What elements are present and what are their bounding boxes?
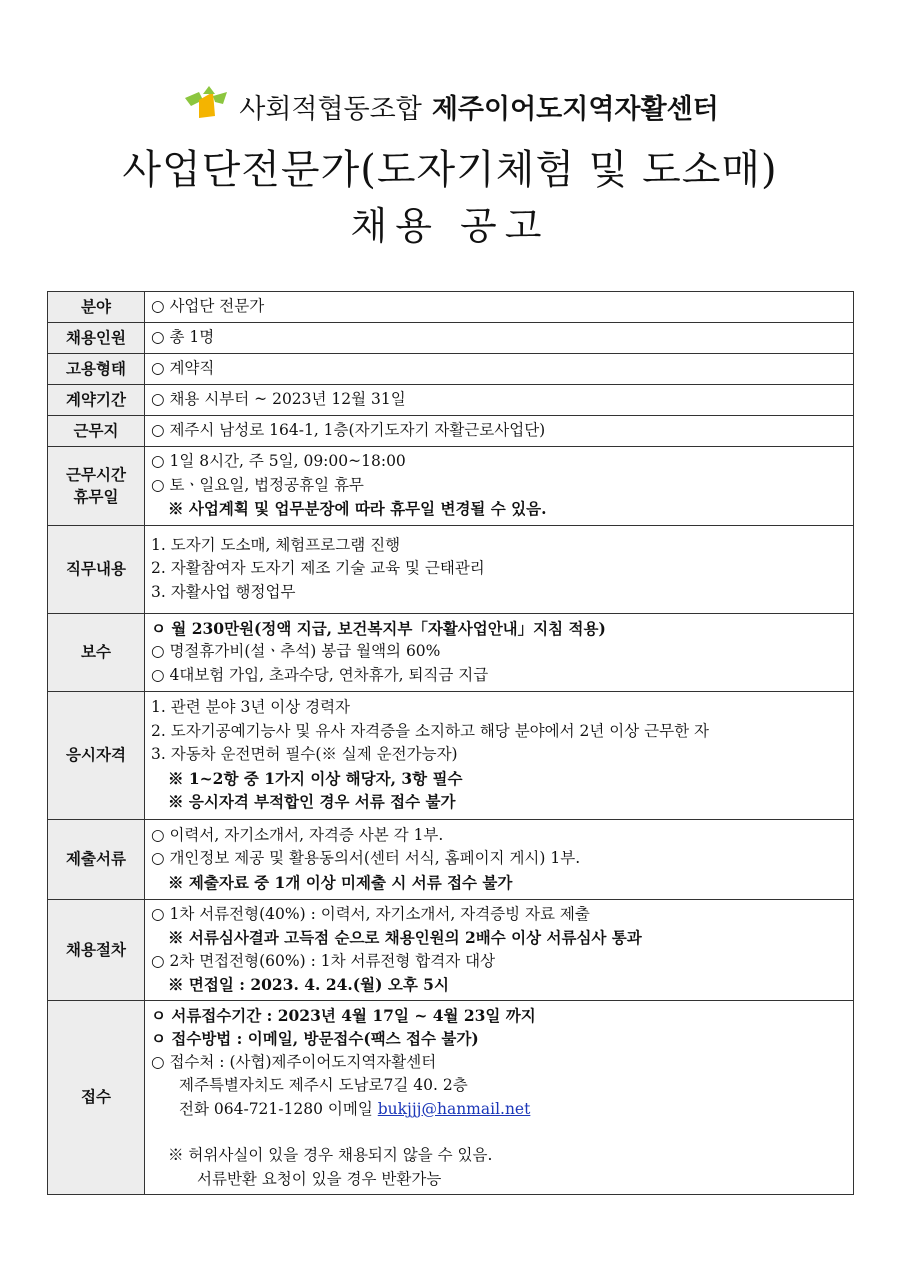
row-value: ○ 계약직: [145, 354, 854, 385]
table-row-documents: [48, 819, 854, 899]
row-label: 고용형태: [48, 354, 145, 385]
contact-line: 전화 064-721-1280 이메일 bukjjj@hanmail.net: [179, 1099, 531, 1118]
row-label: 근무지: [48, 415, 145, 446]
row-value: ○ 1일 8시간, 주 5일, 09:00~18:00 ○ 토ㆍ일요일, 법정공휴일 휴무 ※ 사업계획 및 업무분장에 따라 휴무일 변경될 수 있음.: [145, 446, 854, 525]
row-label: 채용인원: [48, 323, 145, 354]
row-value: ○ 제주시 남성로 164-1, 1층(자기도자기 자활근로사업단): [145, 415, 854, 446]
row-label: 직무내용: [48, 525, 145, 613]
row-label: 보수: [48, 613, 145, 691]
row-label: 접수: [48, 1000, 145, 1195]
table-row-workplace: [48, 415, 854, 446]
row-label: 분야: [48, 292, 145, 323]
table-row-contract-period: [48, 384, 854, 415]
row-value: ○ 1차 서류전형(40%) : 이력서, 자기소개서, 자격증빙 자료 제출 ※ 서류심사결과 고득점 순으로 채용인원의 2배수 이상 서류심사 통과 ○ 2차 면접전형(60%) : 1차 서류전형 합격자 대상 ※ 면접일 : 2023. 4. 24.(월) 오후 5시: [145, 899, 854, 1000]
row-label: 계약기간: [48, 384, 145, 415]
organization-logo-icon: [181, 86, 229, 127]
table-row-field: [48, 292, 854, 323]
recruitment-table: [47, 291, 854, 1195]
table-row-duties: [48, 525, 854, 613]
organization-header: [0, 86, 900, 127]
row-value: ㅇ 서류접수기간 : 2023년 4월 17일 ~ 4월 23일 까지 ㅇ 접수방법 : 이메일, 방문접수(팩스 접수 불가) ○ 접수처 : (사협)제주이어도지역자활센터 제주특별자치도 제주시 도남로7길 40. 2층 전화 064-721-1280 이메일 bukjjj@hanmail.net ※ 허위사실이 있을 경우 채용되지 않을 수 있음. 서류반환 요청이 있을 경우 반환가능: [145, 1000, 854, 1195]
row-label: 응시자격: [48, 691, 145, 819]
row-value: ○ 채용 시부터 ~ 2023년 12월 31일: [145, 384, 854, 415]
row-value: ○ 이력서, 자기소개서, 자격증 사본 각 1부. ○ 개인정보 제공 및 활용동의서(센터 서식, 홈페이지 게시) 1부. ※ 제출자료 중 1개 이상 미제출 시 서류 접수 불가: [145, 819, 854, 899]
organization-name: 제주이어도지역자활센터: [431, 94, 719, 125]
row-value: 1. 도자기 도소매, 체험프로그램 진행 2. 자활참여자 도자기 제조 기술 교육 및 근태관리 3. 자활사업 행정업무: [145, 525, 854, 613]
row-value: 1. 관련 분야 3년 이상 경력자 2. 도자기공예기능사 및 유사 자격증을 소지하고 해당 분야에서 2년 이상 근무한 자 3. 자동차 운전면허 필수(※ 실제 운전가능자) ※ 1~2항 중 1가지 이상 해당자, 3항 필수 ※ 응시자격 부적합인 경우 서류 접수 불가: [145, 691, 854, 819]
table-row-headcount: [48, 323, 854, 354]
page-title: 사업단전문가(도자기체험 및 도소매): [122, 147, 778, 193]
page-subtitle: 채용 공고: [350, 204, 550, 248]
row-label: 채용절차: [48, 899, 145, 1000]
row-value: ○ 총 1명: [145, 323, 854, 354]
table-row-pay: [48, 613, 854, 691]
row-label: 제출서류: [48, 819, 145, 899]
table-row-procedure: [48, 899, 854, 1000]
organization-type: 사회적협동조합: [239, 94, 422, 125]
table-row-qualifications: [48, 691, 854, 819]
table-row-application: [48, 1000, 854, 1195]
email-link[interactable]: bukjjj@hanmail.net: [377, 1099, 531, 1118]
row-value: ○ 사업단 전문가: [145, 292, 854, 323]
table-row-hours: [48, 446, 854, 525]
row-label: 근무시간 휴무일: [48, 446, 145, 525]
table-row-employment-type: [48, 354, 854, 385]
row-value: ㅇ 월 230만원(정액 지급, 보건복지부「자활사업안내」지침 적용) ○ 명절휴가비(설ㆍ추석) 봉급 월액의 60% ○ 4대보험 가입, 초과수당, 연차휴가, 퇴직금 지급: [145, 613, 854, 691]
